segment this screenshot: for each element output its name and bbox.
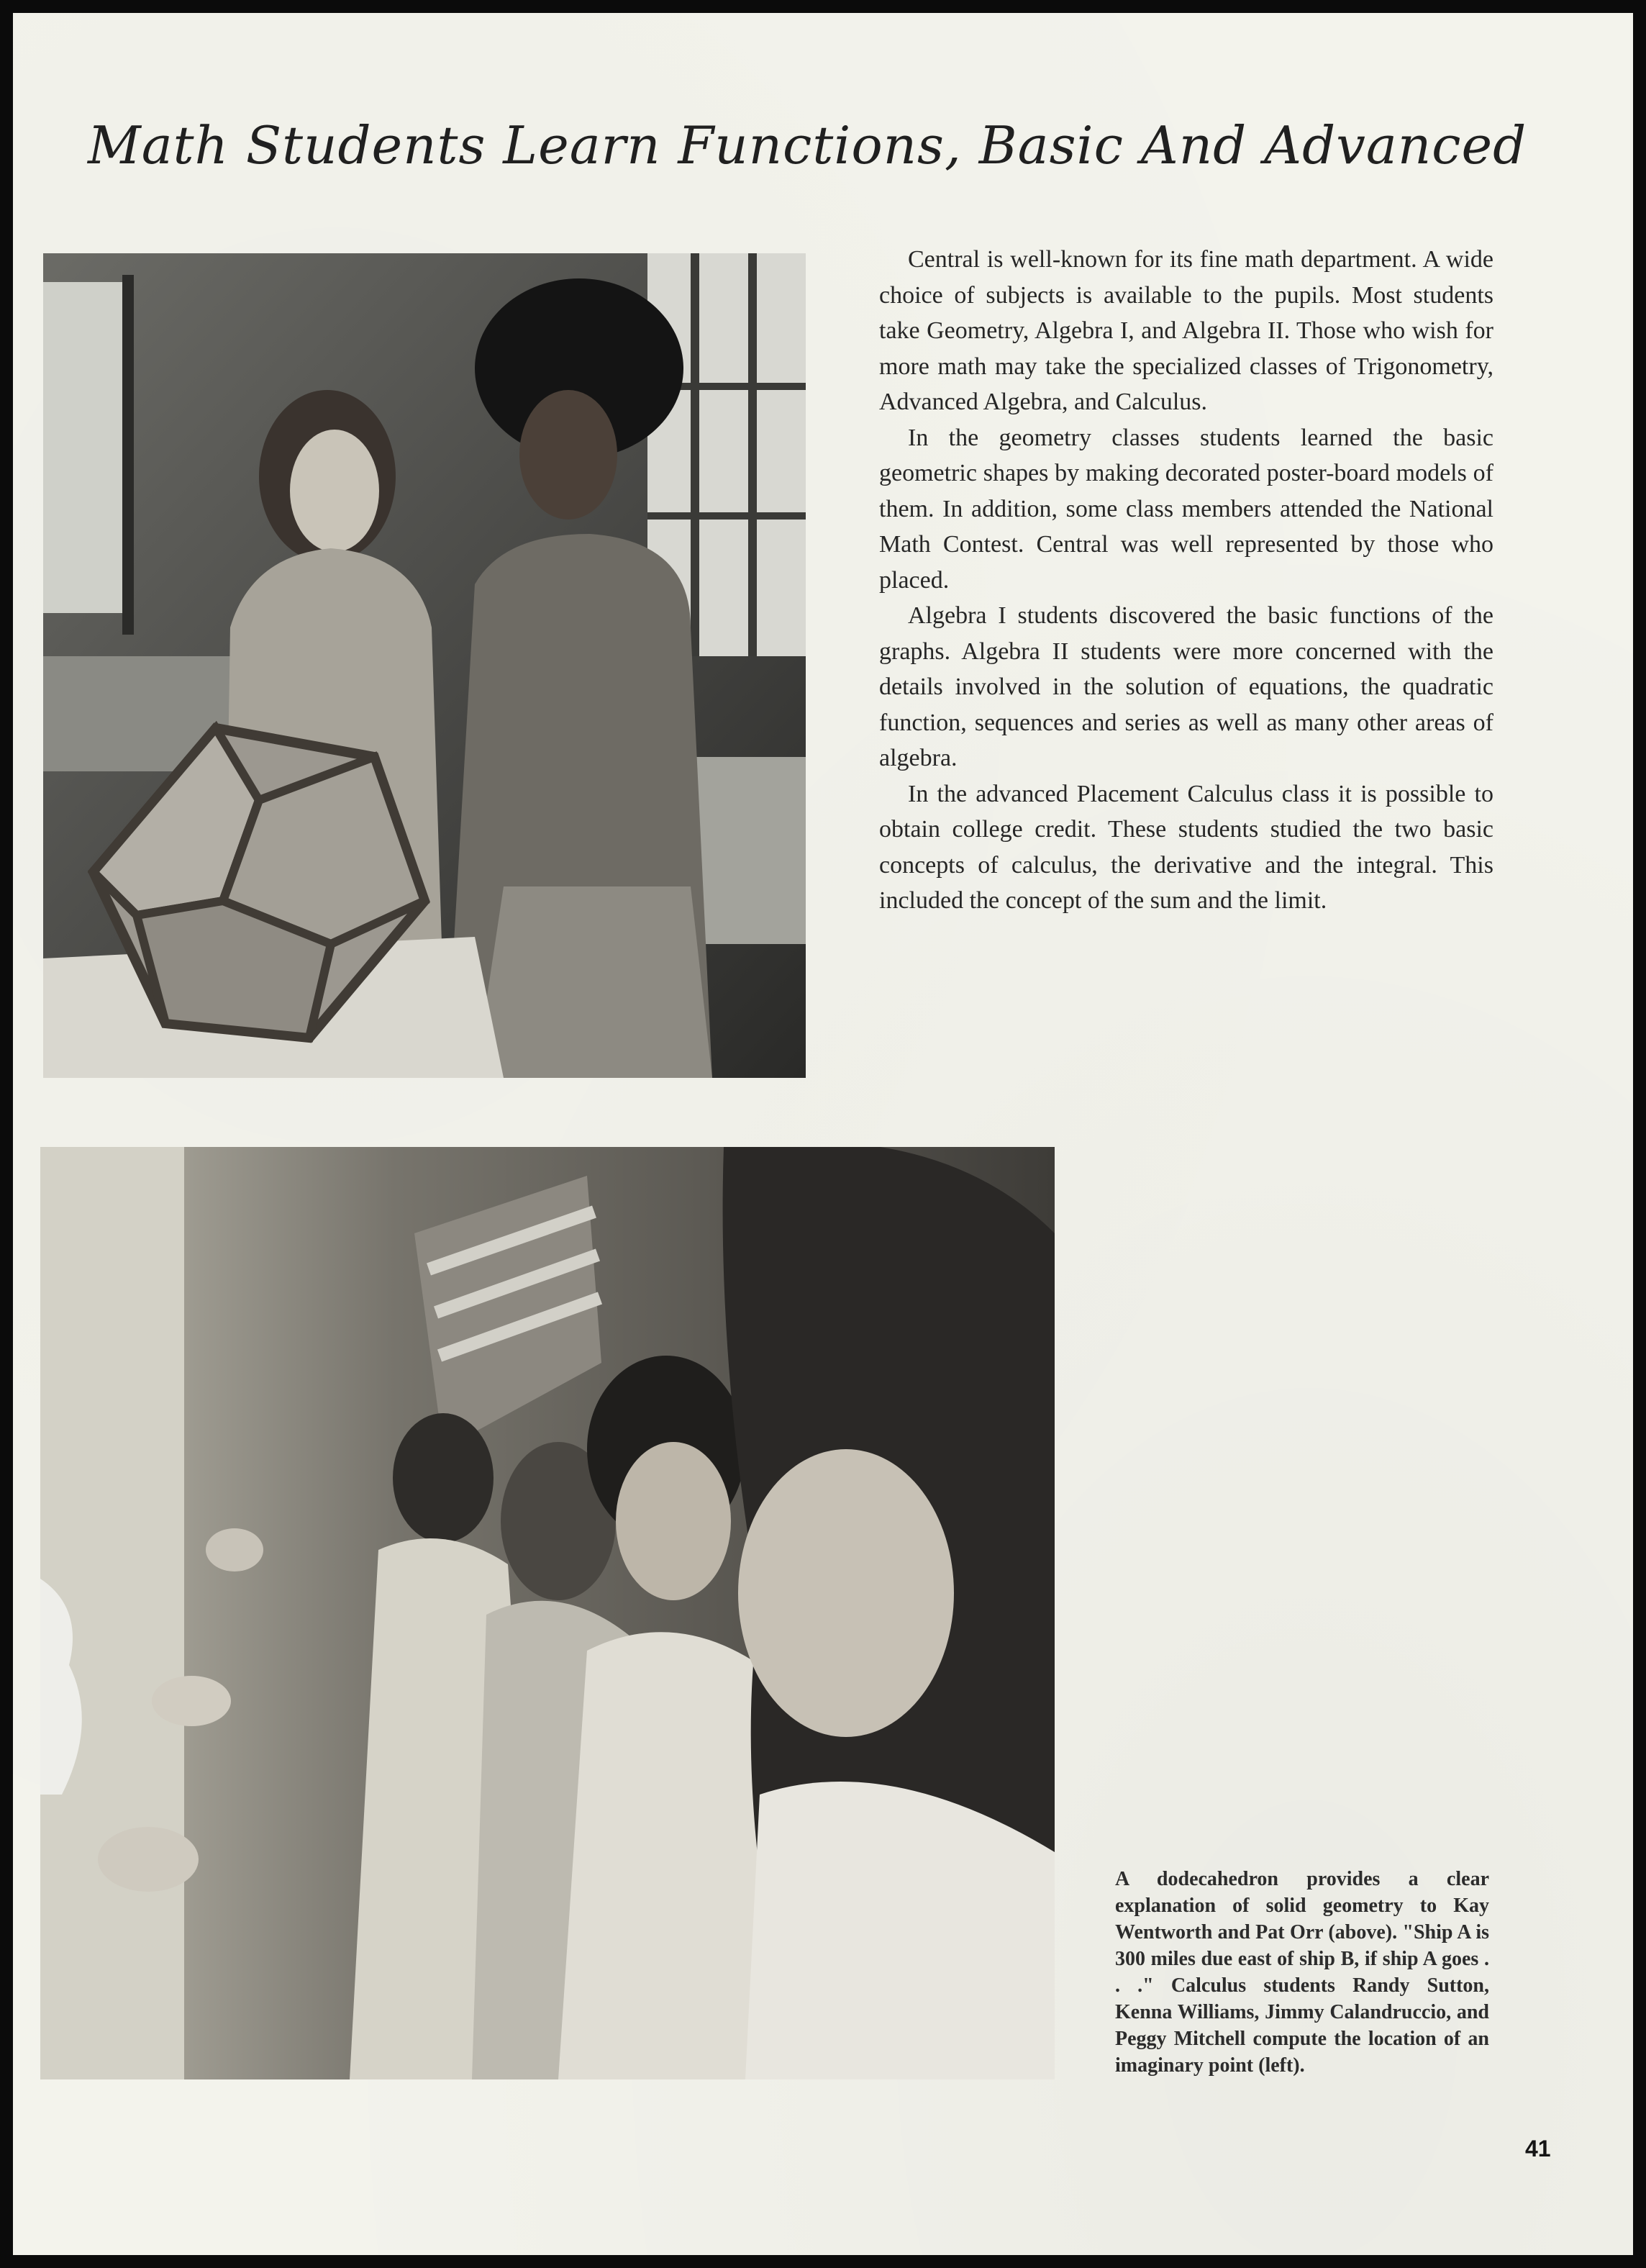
chalkboard-photo <box>40 1147 1055 2079</box>
photo-caption: A dodecahedron provides a clear explanation of solid geometry to Kay Wentworth and Pat Orr (above). "Ship A is 300 miles due east of ship B, if ship A goes . . ." Calculus students Randy Sutton, Kenna Williams, Jimmy Calandruccio, and Peggy Mitchell compute the location of an imaginary point (left). <box>1115 1868 1489 2077</box>
article-paragraph-3: Algebra I students discovered the basic functions of the graphs. Algebra II students were more concerned with the details involved in the solution of equations, the quadratic function, sequences and series as well as many other areas of algebra. <box>879 602 1493 771</box>
page-number: 41 <box>1525 2136 1551 2162</box>
article-paragraph-1: Central is well-known for its fine math department. A wide choice of subjects is available to the pupils. Most students take Geometry, Algebra I, and Algebra II. Those who wish for more math may take the specialized classes of Trigonometry, Advanced Algebra, and Calculus. <box>879 246 1493 415</box>
page-headline: Math Students Learn Functions, Basic And Advanced <box>88 115 1527 176</box>
article-paragraph-4: In the advanced Placement Calculus class it is possible to obtain college credit. These students studied the two basic concepts of calculus, the derivative and the integral. This included the concept of the sum and the limit. <box>879 780 1493 914</box>
article-paragraph-2: In the geometry classes students learned the basic geometric shapes by making decorated poster-board models of them. In addition, some class members attended the National Math Contest. Central was well represented by those who placed. <box>879 424 1493 594</box>
dodecahedron-photo <box>43 253 806 1078</box>
article-body <box>879 242 1493 919</box>
